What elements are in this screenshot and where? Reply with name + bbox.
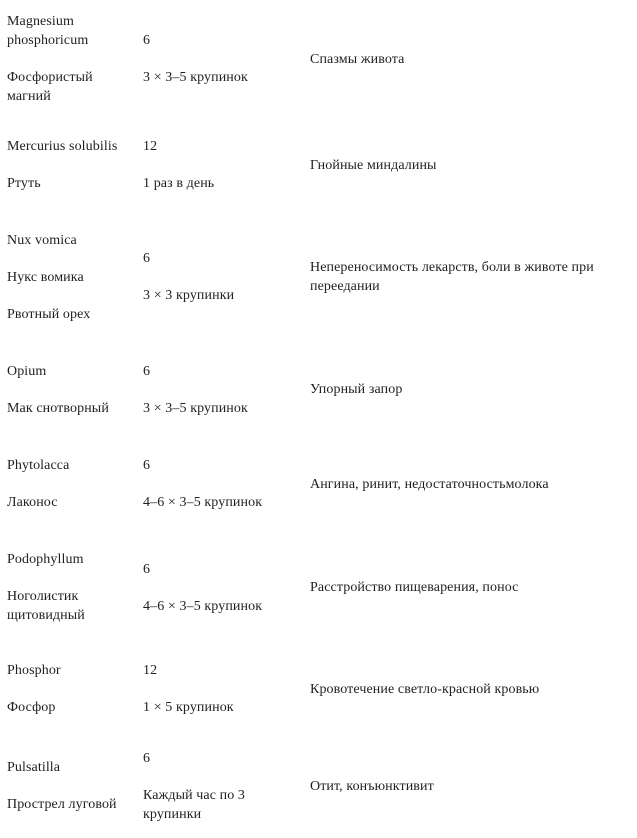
dose-line: 6 bbox=[143, 458, 151, 473]
table-row bbox=[7, 531, 637, 644]
indication-text: Непереносимость лекарств, боли в животе при переедании bbox=[310, 260, 594, 294]
remedy-name-cell bbox=[7, 531, 143, 644]
table-row bbox=[7, 437, 637, 531]
remedy-name: Мак снотворный bbox=[7, 400, 109, 416]
remedy-name: Opium bbox=[7, 363, 47, 379]
table-row bbox=[7, 118, 637, 212]
remedy-name-cell bbox=[7, 118, 143, 212]
remedy-name: Podophyllum bbox=[7, 552, 84, 567]
dose-line: 3 × 3–5 крупинок bbox=[143, 70, 248, 85]
indication-cell bbox=[310, 118, 637, 212]
dose-line: Каждый час по 3 крупинки bbox=[143, 787, 246, 822]
indication-text: Кровотечение светло-красной кровью bbox=[310, 681, 540, 697]
indication-cell bbox=[310, 644, 637, 734]
dosage-cell bbox=[143, 644, 310, 734]
indication-text: Расстройство пищеварения, понос bbox=[310, 580, 519, 595]
remedy-name: Phosphor bbox=[7, 663, 61, 678]
dose-line: 6 bbox=[143, 363, 151, 379]
remedy-name: Ртуть bbox=[7, 176, 41, 191]
remedy-name-cell bbox=[7, 437, 143, 531]
dosage-cell bbox=[143, 734, 310, 838]
table-row bbox=[7, 212, 637, 342]
dosage-cell bbox=[143, 437, 310, 531]
dose-line: 1 × 5 крупинок bbox=[143, 700, 234, 715]
indication-text: Отит, конъюнктивит bbox=[310, 778, 434, 794]
dose-line: 6 bbox=[143, 750, 151, 766]
indication-cell bbox=[310, 531, 637, 644]
indication-cell bbox=[310, 0, 637, 118]
dose-line: 4–6 × 3–5 крупинок bbox=[143, 495, 263, 510]
dosage-cell bbox=[143, 212, 310, 342]
indication-cell bbox=[310, 437, 637, 531]
dosage-cell bbox=[143, 531, 310, 644]
remedy-name-cell bbox=[7, 0, 143, 118]
remedy-name: Phytolacca bbox=[7, 458, 70, 473]
remedy-name: Magnesium phosphoricum bbox=[7, 14, 89, 48]
dose-line: 1 раз в день bbox=[143, 176, 215, 191]
dosage-cell bbox=[143, 118, 310, 212]
remedy-name: Фосфористый магний bbox=[7, 70, 93, 104]
remedy-name: Ноголистик щитовидный bbox=[7, 589, 85, 623]
remedy-name: Фосфор bbox=[7, 700, 56, 715]
dosage-cell bbox=[143, 0, 310, 118]
remedy-name: Рвотный орех bbox=[7, 306, 91, 322]
dose-line: 3 × 3–5 крупинок bbox=[143, 400, 248, 416]
dose-line: 12 bbox=[143, 139, 158, 154]
remedy-name: Nux vomica bbox=[7, 232, 77, 248]
remedy-name: Лаконос bbox=[7, 495, 58, 510]
dosage-cell bbox=[143, 342, 310, 437]
remedy-name-cell bbox=[7, 644, 143, 734]
dose-line: 12 bbox=[143, 663, 158, 678]
dose-line: 6 bbox=[143, 251, 151, 266]
remedy-name-cell bbox=[7, 734, 143, 838]
dose-line: 3 × 3 крупинки bbox=[143, 288, 235, 303]
dose-line: 6 bbox=[143, 561, 151, 577]
indication-text: Ангина, ринит, недостаточностьмолока bbox=[310, 476, 549, 492]
indication-text: Гнойные миндалины bbox=[310, 157, 437, 173]
table-row bbox=[7, 0, 637, 118]
remedy-name: Нукс вомика bbox=[7, 269, 84, 285]
indication-cell bbox=[310, 212, 637, 342]
dose-line: 6 bbox=[143, 33, 151, 48]
table-row bbox=[7, 644, 637, 734]
table-row bbox=[7, 734, 637, 838]
table-row bbox=[7, 342, 637, 437]
remedy-name-cell bbox=[7, 212, 143, 342]
indication-text: Спазмы живота bbox=[310, 51, 405, 67]
remedy-name: Pulsatilla bbox=[7, 760, 61, 775]
indication-text: Упорный запор bbox=[310, 382, 403, 397]
indication-cell bbox=[310, 734, 637, 838]
indication-cell bbox=[310, 342, 637, 437]
remedy-name-cell bbox=[7, 342, 143, 437]
remedy-name: Прострел луговой bbox=[7, 797, 117, 812]
dose-line: 4–6 × 3–5 крупинок bbox=[143, 598, 263, 614]
remedy-name: Mercurius solubilis bbox=[7, 139, 118, 154]
